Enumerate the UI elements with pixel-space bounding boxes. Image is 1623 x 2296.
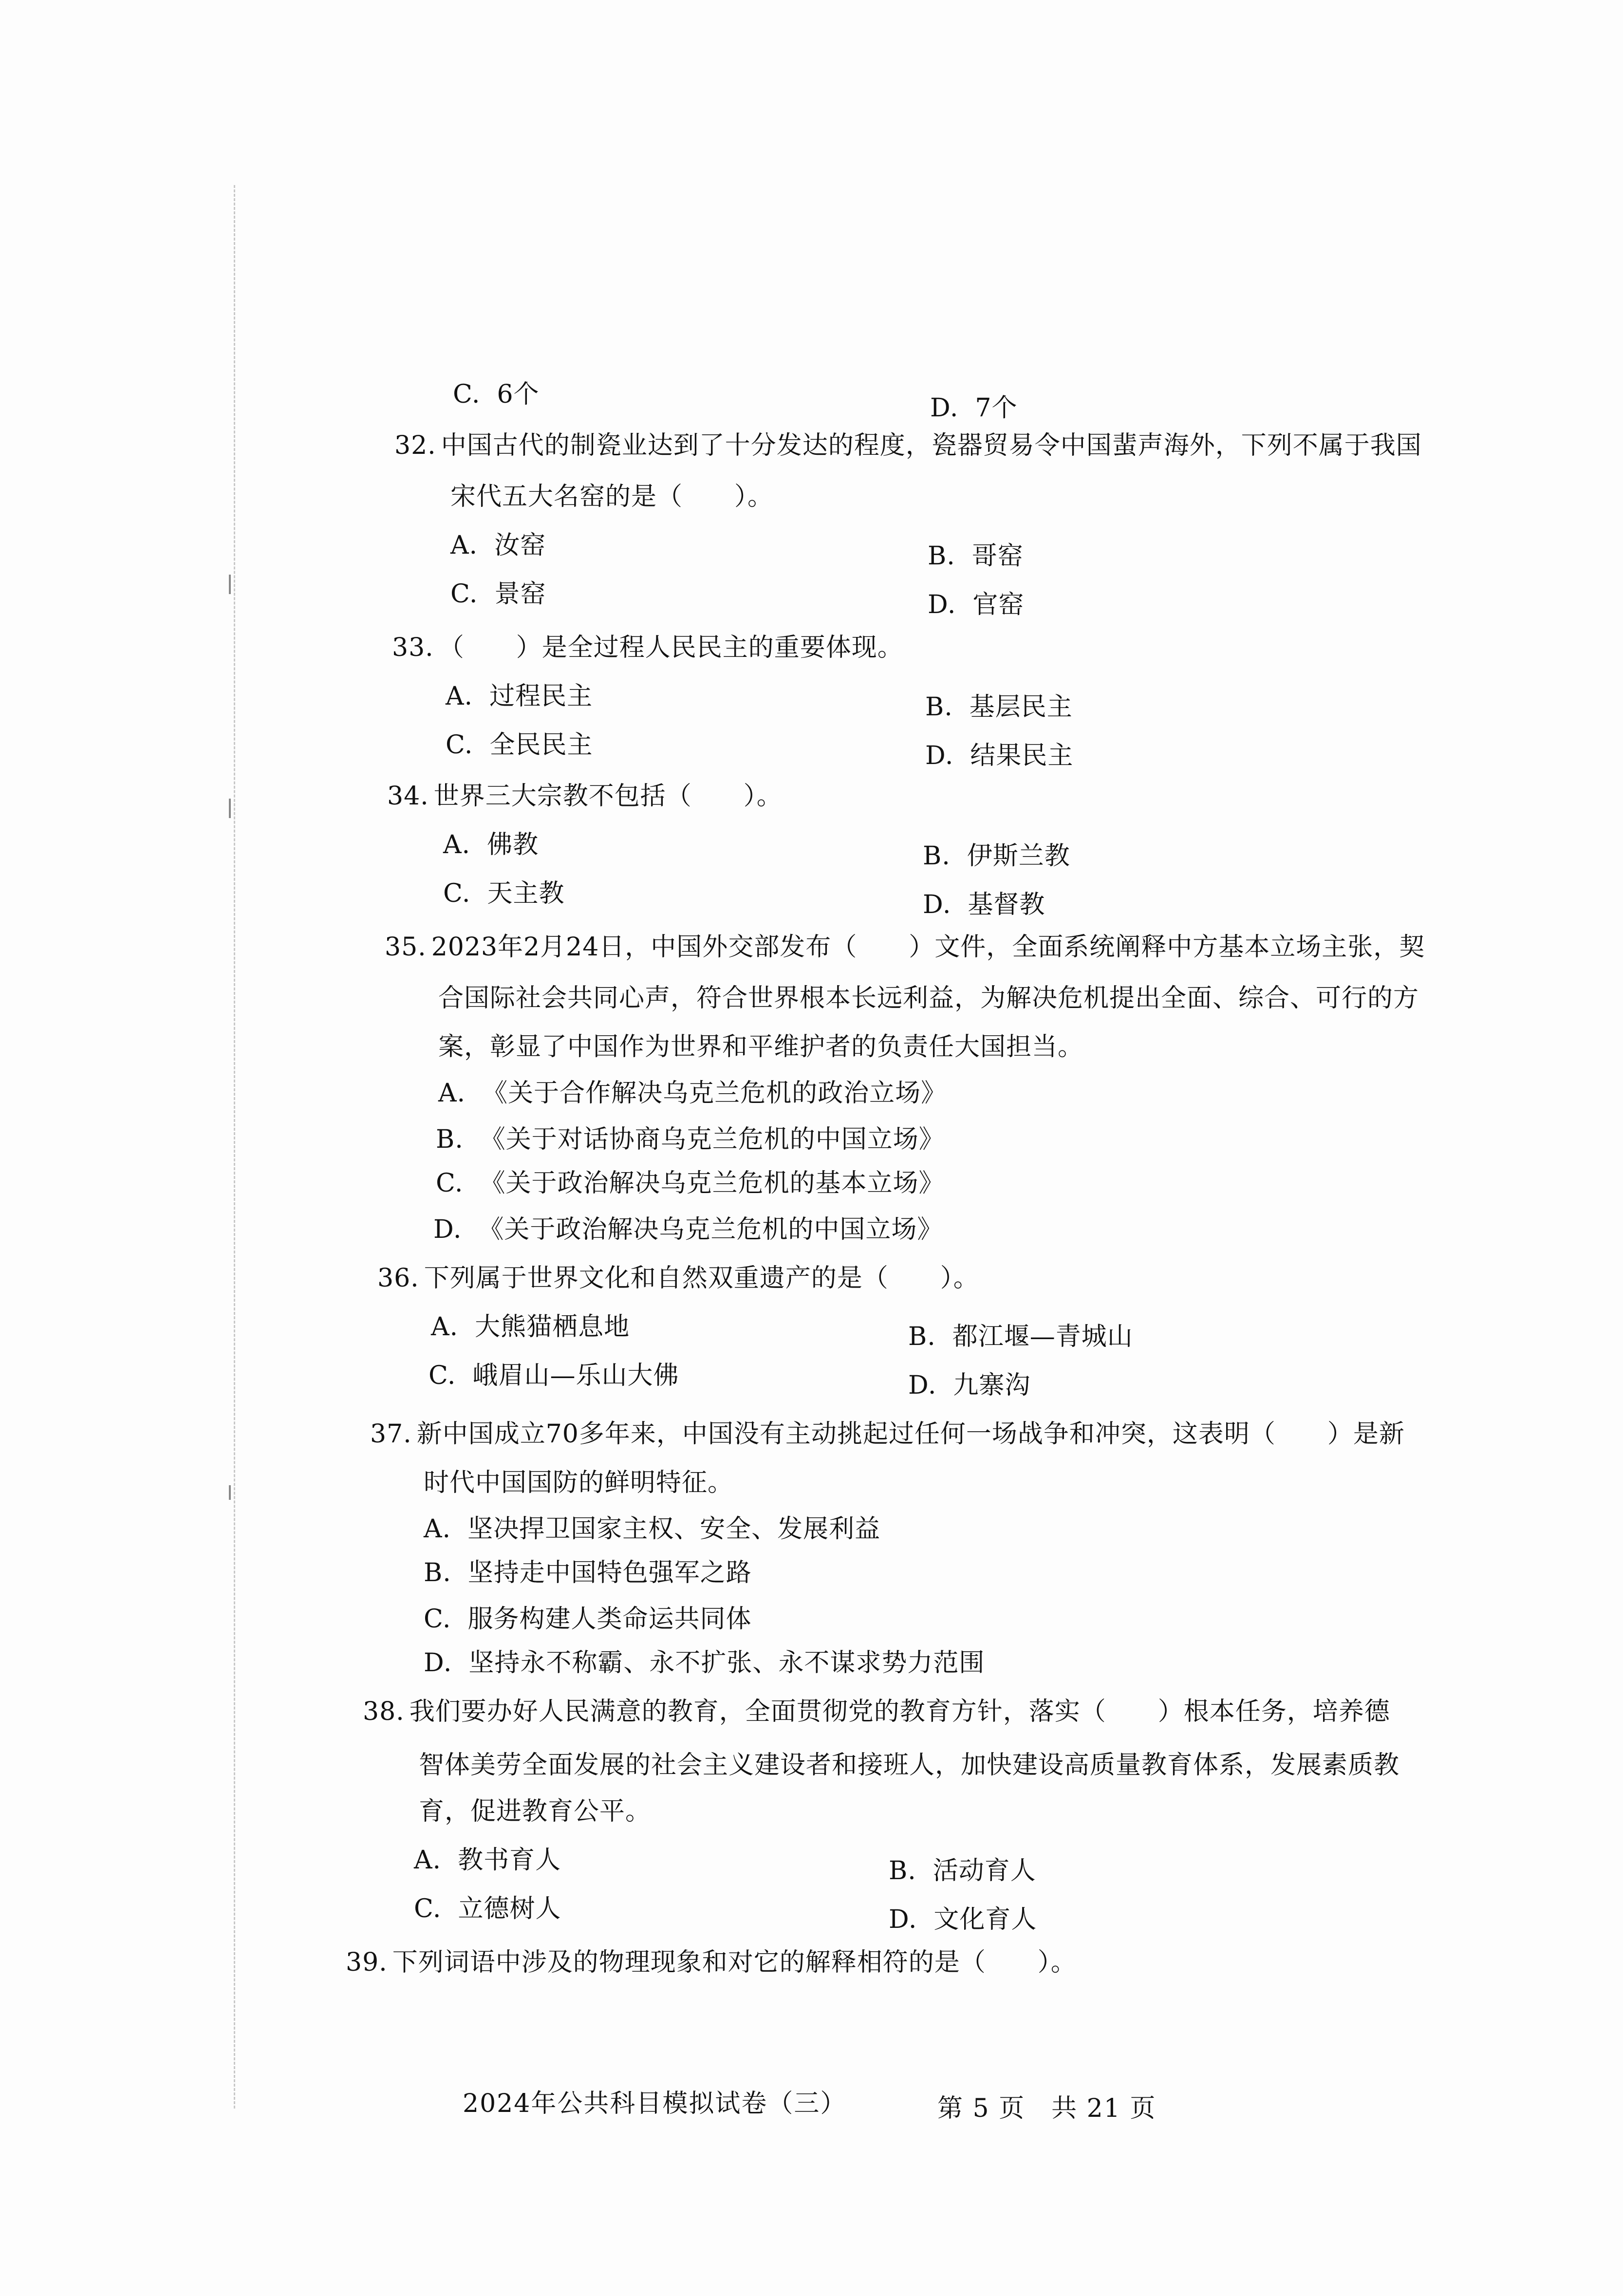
question-33-option-c xyxy=(446,730,593,760)
question-number: 36. xyxy=(377,1264,419,1293)
question-37-option-a xyxy=(424,1514,880,1544)
option-c-carryover xyxy=(453,380,540,409)
question-36-option-d xyxy=(908,1371,1030,1400)
option-label: D. xyxy=(923,890,951,919)
question-text: （ ）是全过程人民民主的重要体现。 xyxy=(438,633,903,662)
option-label: D. xyxy=(889,1905,917,1934)
binding-mark xyxy=(229,799,231,818)
question-38-line-3: 育，促进教育公平。 xyxy=(419,1797,652,1826)
option-text: 《关于政治解决乌克兰危机的中国立场》 xyxy=(478,1215,943,1244)
question-34-option-a xyxy=(443,830,539,859)
question-number: 34. xyxy=(387,782,429,811)
question-34-option-b xyxy=(923,841,1070,871)
option-text: 峨眉山—乐山大佛 xyxy=(472,1361,679,1390)
question-38-option-b xyxy=(889,1856,1036,1885)
option-label: A. xyxy=(431,1312,459,1342)
question-32-line-1 xyxy=(394,431,1422,460)
question-38-line-1 xyxy=(363,1697,1390,1726)
option-text: 《关于合作解决乌克兰危机的政治立场》 xyxy=(482,1079,947,1108)
option-label: C. xyxy=(446,730,473,760)
question-34-option-d xyxy=(923,890,1045,919)
option-text: 过程民主 xyxy=(489,682,593,711)
option-label: D. xyxy=(908,1371,937,1400)
question-35-line-3: 案，彰显了中国作为世界和平维护者的负责任大国担当。 xyxy=(438,1032,1084,1062)
question-number: 39. xyxy=(346,1948,388,1977)
option-text: 《关于政治解决乌克兰危机的基本立场》 xyxy=(480,1169,945,1198)
question-text: 下列属于世界文化和自然双重遗产的是（ ）。 xyxy=(424,1264,979,1293)
option-text: 佛教 xyxy=(487,830,539,859)
option-label: A. xyxy=(438,1079,466,1108)
option-label: D. xyxy=(433,1215,462,1244)
option-label: D. xyxy=(928,590,956,619)
question-32-option-b xyxy=(928,541,1024,571)
option-text: 景窑 xyxy=(494,579,546,609)
question-number: 33. xyxy=(392,633,434,662)
question-33-line-1 xyxy=(392,633,903,662)
option-text: 《关于对话协商乌克兰危机的中国立场》 xyxy=(480,1125,945,1154)
option-label: A. xyxy=(443,830,471,859)
question-35-option-a xyxy=(438,1079,947,1108)
option-text: 7个 xyxy=(975,393,1018,423)
question-number: 35. xyxy=(385,933,427,962)
option-text: 坚持永不称霸、永不扩张、永不谋求势力范围 xyxy=(468,1648,985,1678)
option-text: 活动育人 xyxy=(933,1856,1036,1885)
option-text: 服务构建人类命运共同体 xyxy=(467,1605,752,1634)
option-label: B. xyxy=(436,1125,464,1154)
question-36-option-c xyxy=(429,1361,679,1390)
option-text: 基层民主 xyxy=(969,692,1073,722)
question-text: 下列词语中涉及的物理现象和对它的解释相符的是（ ）。 xyxy=(392,1948,1077,1977)
question-39-line-1 xyxy=(346,1948,1077,1977)
question-35-line-2: 合国际社会共同心声，符合世界根本长远利益，为解决危机提出全面、综合、可行的方 xyxy=(438,984,1419,1013)
question-38-option-d xyxy=(889,1905,1037,1934)
option-label: C. xyxy=(424,1605,451,1634)
option-text: 全民民主 xyxy=(489,730,593,760)
question-33-option-b xyxy=(925,692,1073,722)
option-label: C. xyxy=(443,879,471,908)
question-34-option-c xyxy=(443,879,564,908)
option-label: C. xyxy=(436,1169,464,1198)
option-label: B. xyxy=(908,1322,936,1351)
question-35-option-c xyxy=(436,1169,944,1198)
option-text: 6个 xyxy=(497,380,540,409)
question-number: 38. xyxy=(363,1697,405,1726)
option-label: A. xyxy=(414,1846,442,1875)
question-36-option-a xyxy=(431,1312,630,1342)
question-37-line-1 xyxy=(370,1419,1405,1449)
option-label: D. xyxy=(930,393,959,423)
question-number: 37. xyxy=(370,1419,412,1449)
option-text: 九寨沟 xyxy=(953,1371,1031,1400)
binding-line xyxy=(234,185,235,2109)
question-text: 新中国成立70多年来，中国没有主动挑起过任何一场战争和冲突，这表明（ ）是新 xyxy=(416,1419,1405,1449)
question-text: 我们要办好人民满意的教育，全面贯彻党的教育方针，落实（ ）根本任务，培养德 xyxy=(409,1697,1390,1726)
question-37-line-2: 时代中国国防的鲜明特征。 xyxy=(424,1468,734,1497)
option-label: A. xyxy=(450,531,478,560)
option-text: 坚决捍卫国家主权、安全、发展利益 xyxy=(467,1514,881,1544)
option-label: D. xyxy=(925,741,954,770)
option-label: C. xyxy=(429,1361,456,1390)
option-text: 大熊猫栖息地 xyxy=(475,1312,630,1342)
option-d-carryover xyxy=(930,393,1017,423)
option-label: A. xyxy=(424,1514,451,1544)
option-label: C. xyxy=(453,380,481,409)
question-38-option-c xyxy=(414,1894,561,1923)
question-36-option-b xyxy=(908,1322,1133,1351)
option-text: 伊斯兰教 xyxy=(967,841,1070,871)
option-label: B. xyxy=(424,1558,451,1587)
question-37-option-c xyxy=(424,1605,751,1634)
option-text: 汝窑 xyxy=(494,531,546,560)
option-text: 官窑 xyxy=(972,590,1025,619)
question-32-line-2: 宋代五大名窑的是（ ）。 xyxy=(450,482,774,511)
question-text: 世界三大宗教不包括（ ）。 xyxy=(433,782,783,811)
option-text: 基督教 xyxy=(968,890,1045,919)
option-text: 天主教 xyxy=(487,879,565,908)
option-text: 教书育人 xyxy=(458,1846,561,1875)
question-37-option-d xyxy=(424,1648,985,1678)
option-label: A. xyxy=(446,682,473,711)
question-32-option-a xyxy=(450,531,546,560)
option-text: 文化育人 xyxy=(933,1905,1037,1934)
option-label: B. xyxy=(923,841,951,871)
binding-mark xyxy=(229,1485,231,1500)
option-text: 坚持走中国特色强军之路 xyxy=(467,1558,752,1587)
question-35-option-b xyxy=(436,1125,945,1154)
question-35-line-1 xyxy=(385,933,1425,962)
question-38-option-a xyxy=(414,1846,561,1875)
option-label: C. xyxy=(414,1894,442,1923)
option-label: B. xyxy=(925,692,953,722)
question-38-line-2: 智体美劳全面发展的社会主义建设者和接班人，加快建设高质量教育体系，发展素质教 xyxy=(419,1751,1400,1780)
question-32-option-c xyxy=(450,579,546,609)
question-number: 32. xyxy=(394,431,436,460)
question-35-option-d xyxy=(433,1215,943,1244)
option-label: B. xyxy=(889,1856,916,1885)
binding-mark xyxy=(229,575,231,594)
question-34-line-1 xyxy=(387,782,783,811)
question-37-option-b xyxy=(424,1558,752,1587)
option-label: B. xyxy=(928,541,955,571)
option-text: 都江堰—青城山 xyxy=(952,1322,1133,1351)
question-32-option-d xyxy=(928,590,1024,619)
option-text: 哥窑 xyxy=(971,541,1024,571)
option-text: 立德树人 xyxy=(458,1894,561,1923)
option-label: C. xyxy=(450,579,478,609)
question-33-option-a xyxy=(446,682,593,711)
footer-title: 2024年公共科目模拟试卷（三） xyxy=(463,2089,847,2118)
question-text: 2023年2月24日，中国外交部发布（ ）文件，全面系统阐释中方基本立场主张，契 xyxy=(431,933,1425,962)
question-33-option-d xyxy=(925,741,1073,770)
option-label: D. xyxy=(424,1648,452,1678)
question-36-line-1 xyxy=(377,1264,979,1293)
footer-page-info: 第 5 页 共 21 页 xyxy=(937,2094,1157,2123)
option-text: 结果民主 xyxy=(970,741,1074,770)
question-text: 中国古代的制瓷业达到了十分发达的程度，瓷器贸易令中国蜚声海外，下列不属于我国 xyxy=(441,431,1422,460)
